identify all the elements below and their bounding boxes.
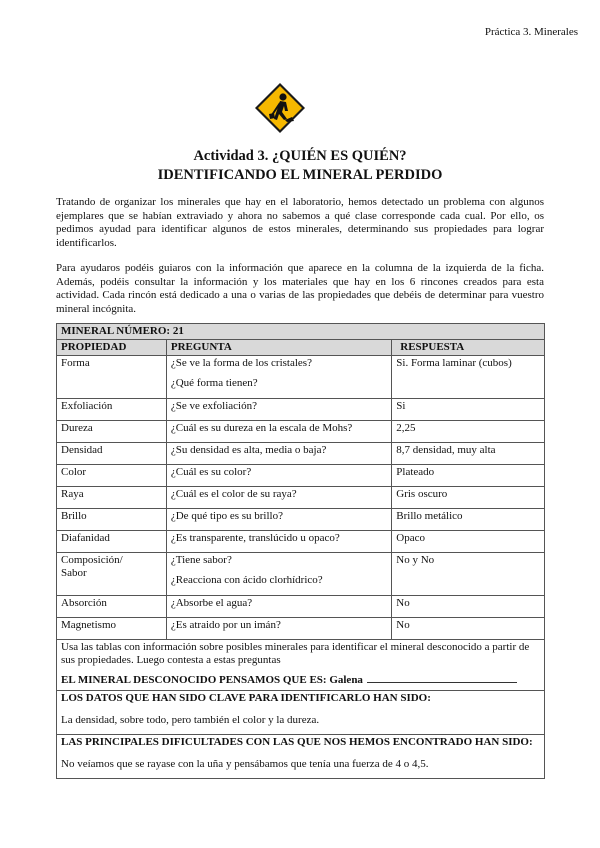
activity-title: Actividad 3. ¿QUIÉN ES QUIÉN? bbox=[193, 148, 407, 164]
activity-subtitle: IDENTIFICANDO EL MINERAL PERDIDO bbox=[157, 167, 443, 183]
table-row bbox=[57, 509, 545, 531]
pregunta-cell: ¿De qué tipo es su brillo? bbox=[166, 509, 391, 531]
pregunta-cell: ¿Cuál es su color? bbox=[166, 465, 391, 487]
propiedad-cell: Color bbox=[57, 465, 167, 487]
difficulties-cell bbox=[57, 735, 545, 779]
propiedad-cell: Diafanidad bbox=[57, 531, 167, 553]
mineral-identification-table bbox=[56, 323, 545, 779]
header-respuesta: RESPUESTA bbox=[392, 340, 545, 356]
pregunta-cell: ¿Su densidad es alta, media o baja? bbox=[166, 443, 391, 465]
conclusion-row bbox=[57, 640, 545, 691]
table-row bbox=[57, 487, 545, 509]
table-row bbox=[57, 553, 545, 596]
conclusion-cell bbox=[57, 640, 545, 691]
worker-digging-sign-icon bbox=[254, 82, 306, 134]
mineral-conclusion: EL MINERAL DESCONOCIDO PENSAMOS QUE ES: Galena bbox=[61, 674, 363, 686]
table-row bbox=[57, 443, 545, 465]
propiedad-cell: Densidad bbox=[57, 443, 167, 465]
key-data-label: LOS DATOS QUE HAN SIDO CLAVE PARA IDENTIFICARLO HAN SIDO: bbox=[61, 692, 431, 704]
pregunta-line-2: ¿Reacciona con ácido clorhídrico? bbox=[170, 574, 323, 586]
intro-paragraph-2: Para ayudaros podéis guiaros con la información que aparece en la columna de la izquierda de la ficha. Además, podéis consultar la información y los materiales que hay en los 6 rincones creados para esta actividad. Cada rincón está dedicado a una o varias de las propiedades que debéis de determinar para vuestro mineral incógnita. bbox=[56, 262, 544, 315]
pregunta-line: ¿Tiene sabor? bbox=[170, 554, 232, 566]
respuesta-cell: No y No bbox=[392, 553, 545, 596]
respuesta-cell: 8,7 densidad, muy alta bbox=[392, 443, 545, 465]
header-pregunta: PREGUNTA bbox=[166, 340, 391, 356]
propiedad-cell: Absorción bbox=[57, 596, 167, 618]
pregunta-cell bbox=[166, 356, 391, 399]
pregunta-line: ¿Se ve la forma de los cristales? bbox=[170, 357, 312, 369]
respuesta-cell: No bbox=[392, 618, 545, 640]
pregunta-cell: ¿Es transparente, translúcido u opaco? bbox=[166, 531, 391, 553]
pregunta-cell bbox=[166, 553, 391, 596]
intro-paragraph-1: Tratando de organizar los minerales que hay en el laboratorio, hemos detectado un problema con algunos ejemplares que se habían extraviado y ahora no sabemos a qué clase corresponde cada cual. Por ello, os pedimos ayudad para identificar algunos de estos minerales, determinando sus propiedades para lograr identificarlos. bbox=[56, 196, 544, 249]
respuesta-cell: Opaco bbox=[392, 531, 545, 553]
difficulties-answer: No veíamos que se rayase con la uña y pensábamos que tenía una fuerza de 4 o 4,5. bbox=[61, 758, 429, 770]
pregunta-cell: ¿Cuál es su dureza en la escala de Mohs? bbox=[166, 421, 391, 443]
difficulties-row bbox=[57, 735, 545, 779]
table-row bbox=[57, 399, 545, 421]
answer-underline bbox=[367, 673, 517, 683]
pregunta-cell: ¿Es atraido por un imán? bbox=[166, 618, 391, 640]
key-data-cell bbox=[57, 691, 545, 735]
table-row bbox=[57, 596, 545, 618]
key-data-row bbox=[57, 691, 545, 735]
header-propiedad: PROPIEDAD bbox=[57, 340, 167, 356]
respuesta-cell: Brillo metálico bbox=[392, 509, 545, 531]
key-data-answer: La densidad, sobre todo, pero también el color y la dureza. bbox=[61, 714, 320, 726]
column-header-row bbox=[57, 340, 545, 356]
table-row bbox=[57, 421, 545, 443]
respuesta-cell: Si bbox=[392, 399, 545, 421]
respuesta-cell: Si. Forma laminar (cubos) bbox=[392, 356, 545, 399]
propiedad-cell: Brillo bbox=[57, 509, 167, 531]
table-row bbox=[57, 356, 545, 399]
respuesta-cell: Plateado bbox=[392, 465, 545, 487]
propiedad-cell: Forma bbox=[57, 356, 167, 399]
table-row bbox=[57, 618, 545, 640]
mineral-number-row bbox=[57, 324, 545, 340]
table-row bbox=[57, 531, 545, 553]
propiedad-cell: Composición/ Sabor bbox=[57, 553, 167, 596]
respuesta-cell: Gris oscuro bbox=[392, 487, 545, 509]
propiedad-cell: Exfoliación bbox=[57, 399, 167, 421]
propiedad-cell: Raya bbox=[57, 487, 167, 509]
instructions-note: Usa las tablas con información sobre posibles minerales para identificar el mineral desconocido a partir de sus propiedades. Luego contesta a estas preguntas bbox=[61, 641, 530, 666]
page-header: Práctica 3. Minerales bbox=[484, 26, 578, 38]
table-row bbox=[57, 465, 545, 487]
respuesta-cell: 2,25 bbox=[392, 421, 545, 443]
mineral-number-label: MINERAL NÚMERO: 21 bbox=[57, 324, 545, 340]
pregunta-cell: ¿Absorbe el agua? bbox=[166, 596, 391, 618]
difficulties-label: LAS PRINCIPALES DIFICULTADES CON LAS QUE NOS HEMOS ENCONTRADO HAN SIDO: bbox=[61, 736, 533, 748]
propiedad-cell: Magnetismo bbox=[57, 618, 167, 640]
respuesta-cell: No bbox=[392, 596, 545, 618]
pregunta-line-2: ¿Qué forma tienen? bbox=[170, 377, 258, 389]
propiedad-cell: Dureza bbox=[57, 421, 167, 443]
pregunta-cell: ¿Cuál es el color de su raya? bbox=[166, 487, 391, 509]
pregunta-cell: ¿Se ve exfoliación? bbox=[166, 399, 391, 421]
